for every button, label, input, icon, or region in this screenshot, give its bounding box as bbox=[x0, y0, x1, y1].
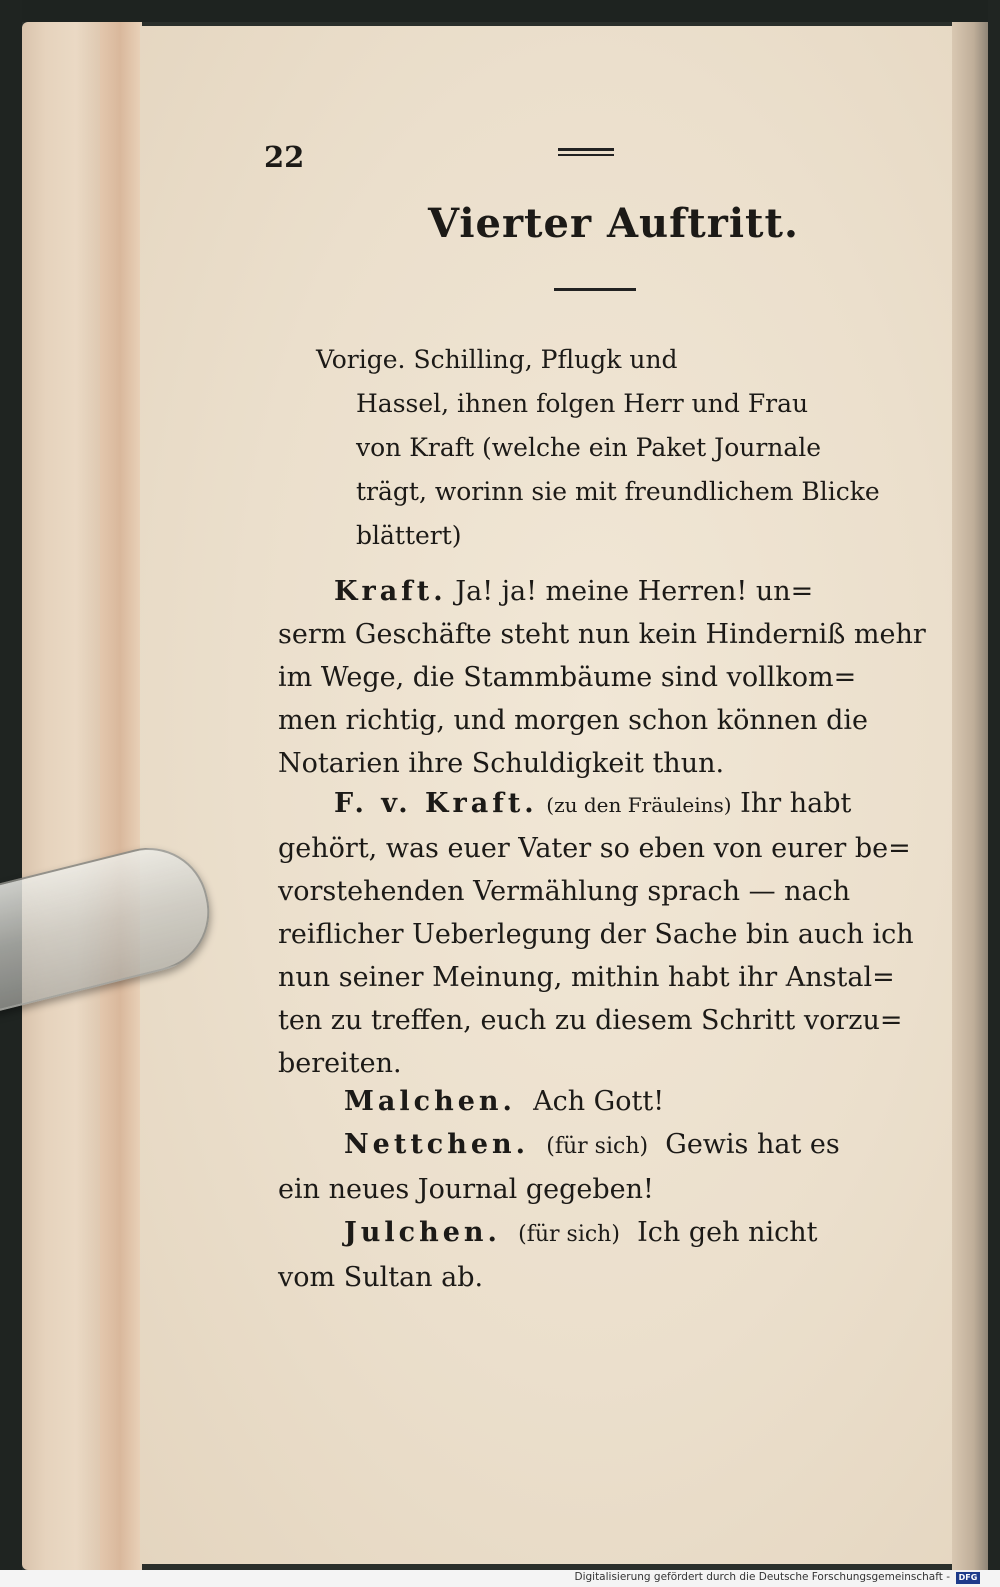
stage-aside: (für sich) bbox=[518, 1222, 620, 1247]
speaker-name: Kraft. bbox=[334, 576, 447, 607]
header-rule bbox=[558, 148, 614, 156]
stage-line: von Kraft (welche ein Paket Journale bbox=[356, 433, 822, 462]
speech-line: ein neues Journal gegeben! bbox=[278, 1174, 654, 1205]
stage-aside: (zu den Fräuleins) bbox=[546, 793, 732, 817]
speech-line: Ich geh nicht bbox=[637, 1217, 818, 1248]
speech-line: Ach Gott! bbox=[533, 1086, 665, 1117]
speech-kraft bbox=[278, 570, 926, 785]
speaker-name: Julchen. bbox=[344, 1217, 501, 1248]
speech-line: Ja! ja! meine Herren! un= bbox=[455, 576, 814, 607]
speech-line: vom Sultan ab. bbox=[278, 1262, 484, 1293]
page-edge-band bbox=[100, 22, 140, 1570]
speech-line: Ihr habt bbox=[740, 788, 852, 819]
stage-aside: (für sich) bbox=[546, 1134, 649, 1159]
stage-line: trägt, worinn sie mit freundlichem Blicke bbox=[356, 477, 880, 506]
heading-rule bbox=[554, 288, 636, 291]
speech-group-daughters bbox=[278, 1080, 898, 1299]
speaker-name: Malchen. bbox=[344, 1086, 516, 1117]
speech-line: Gewis hat es bbox=[665, 1129, 840, 1160]
speech-line: vorstehenden Vermählung sprach — nach bbox=[278, 876, 851, 907]
speech-line: im Wege, die Stammbäume sind vollkom= bbox=[278, 662, 857, 693]
book-gutter-right bbox=[952, 22, 988, 1570]
speaker-name: F. v. Kraft. bbox=[334, 788, 538, 819]
scanner-border-top bbox=[0, 0, 1000, 22]
speech-line: reiflicher Ueberlegung der Sache bin auch ich bbox=[278, 919, 914, 950]
page-number: 22 bbox=[264, 140, 305, 174]
dfg-logo: DFG bbox=[956, 1572, 980, 1584]
speech-line: ten zu treffen, euch zu diesem Schritt vorzu= bbox=[278, 1005, 903, 1036]
speaker-name: Nettchen. bbox=[344, 1129, 530, 1160]
speech-line: nun seiner Meinung, mithin habt ihr Anstal= bbox=[278, 962, 895, 993]
scene-heading: Vierter Auftritt. bbox=[428, 200, 799, 247]
stage-line: blättert) bbox=[356, 521, 462, 550]
speech-line: serm Geschäfte steht nun kein Hinderniß mehr bbox=[278, 619, 926, 650]
scanner-border-left bbox=[0, 0, 22, 1587]
scanner-border-right bbox=[988, 0, 1000, 1587]
stage-line: Hassel, ihnen folgen Herr und Frau bbox=[356, 389, 809, 418]
speech-line: men richtig, und morgen schon können die bbox=[278, 705, 869, 736]
stage-direction bbox=[316, 338, 896, 558]
speech-frau-kraft bbox=[278, 782, 914, 1085]
page-stack-edges bbox=[22, 22, 142, 1570]
digitization-credit: Digitalisierung gefördert durch die Deutsche Forschungsgemeinschaft - bbox=[574, 1571, 950, 1583]
stage-line: Vorige. Schilling, Pflugk und bbox=[316, 345, 678, 374]
speech-line: bereiten. bbox=[278, 1048, 402, 1079]
speech-line: gehört, was euer Vater so eben von eurer be= bbox=[278, 833, 911, 864]
speech-line: Notarien ihre Schuldigkeit thun. bbox=[278, 748, 725, 779]
